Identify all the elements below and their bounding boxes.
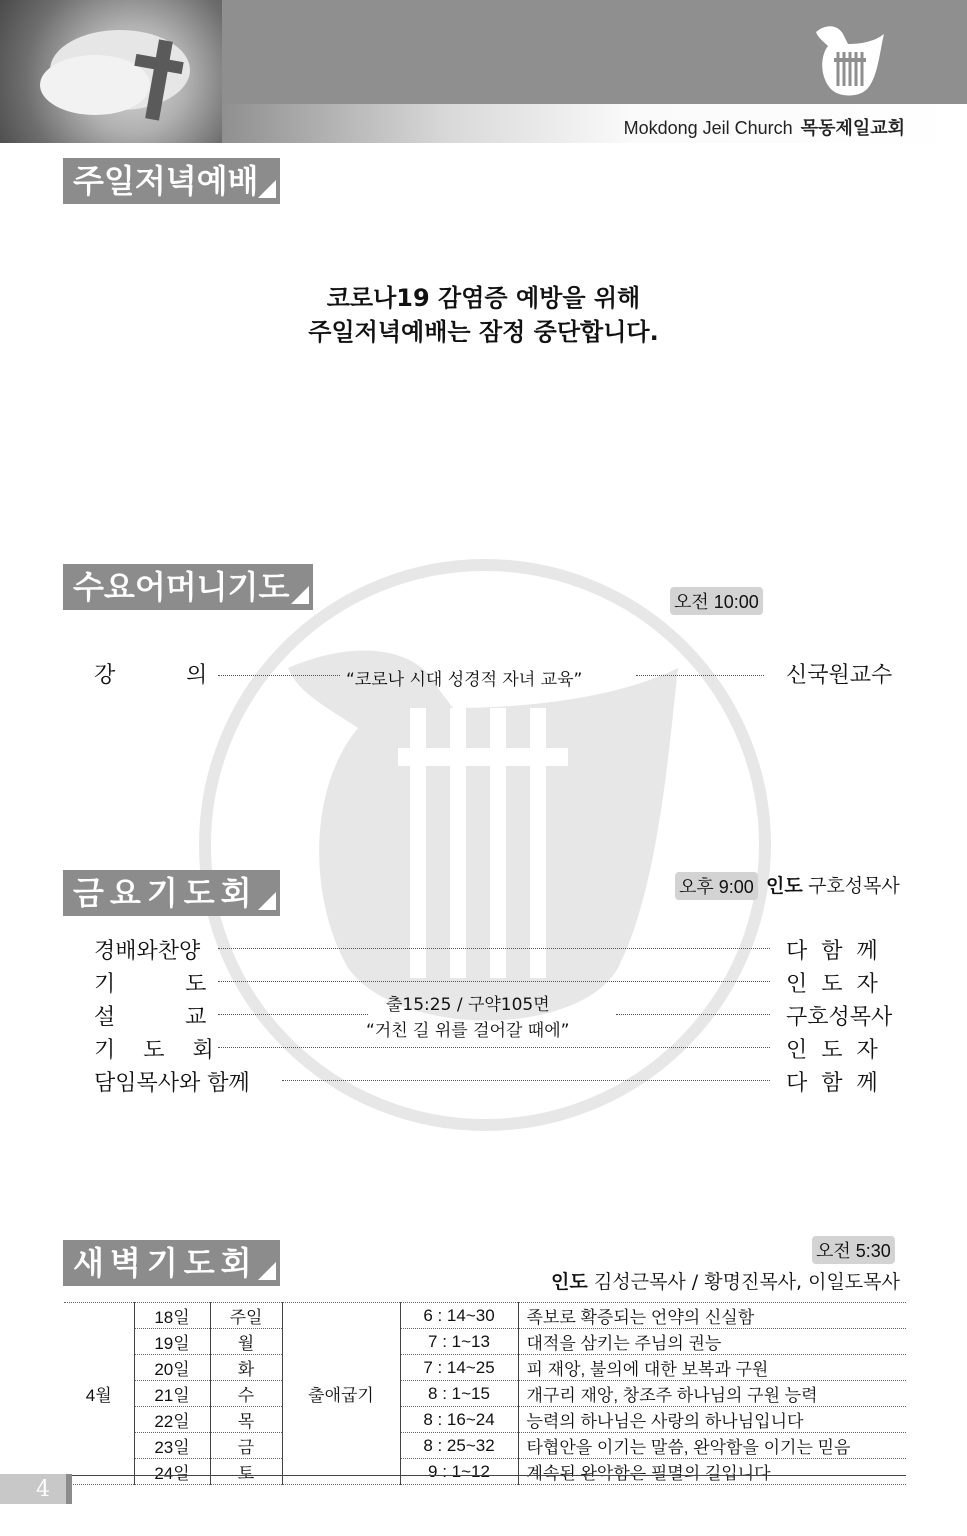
dawn-time: 오전 5:30 [812, 1236, 895, 1264]
table-row [64, 1459, 906, 1485]
notice-line-2: 주일저녁예배는 잠정 중단합니다. [308, 318, 659, 346]
date-cell: 22일 [134, 1407, 210, 1433]
section-title-text: 새벽기도회 [73, 1244, 258, 1282]
title-cell: 피 재앙, 불의에 대한 보복과 구원 [518, 1355, 906, 1381]
church-name [624, 114, 905, 140]
sermon-title: “거친 길 위를 걸어갈 때에” [366, 1021, 570, 1041]
ref-cell: 9 : 1~12 [400, 1459, 518, 1485]
page-number-tab [0, 1474, 70, 1504]
title-cell: 대적을 삼키는 주님의 권능 [518, 1329, 906, 1355]
watermark-logo-icon [198, 558, 772, 1132]
church-name-ko: 목동제일교회 [800, 118, 905, 138]
date-cell: 20일 [134, 1355, 210, 1381]
table-row [64, 1433, 906, 1459]
day-cell: 화 [210, 1355, 282, 1381]
friday-row-who: 인 도 자 [786, 1038, 878, 1063]
month-cell: 4월 [64, 1303, 134, 1485]
day-cell: 월 [210, 1329, 282, 1355]
table-row [64, 1355, 906, 1381]
lecture-label-2: 의 [186, 663, 208, 688]
book-cell: 출애굽기 [282, 1303, 400, 1485]
lecture-speaker: 신국원교수 [786, 663, 893, 688]
section-title-wednesday [63, 564, 313, 652]
day-cell: 주일 [210, 1303, 282, 1329]
table-row [64, 1329, 906, 1355]
church-name-en: Mokdong Jeil Church [623, 118, 793, 138]
friday-row-who: 인 도 자 [786, 972, 878, 997]
friday-row-label: 기 도 회 [94, 1038, 214, 1063]
sermon-reference: 출15:25 / 구약105면 [386, 995, 550, 1015]
day-cell: 금 [210, 1433, 282, 1459]
date-cell: 21일 [134, 1381, 210, 1407]
cross-icon [0, 0, 222, 143]
date-cell: 23일 [134, 1433, 210, 1459]
friday-time: 오후 9:00 [675, 872, 758, 900]
section-title-friday [63, 870, 280, 916]
dawn-leaders: 김성근목사 / 황명진목사, 이일도목사 [594, 1271, 900, 1293]
friday-row-label: 설 교 [94, 1005, 207, 1030]
friday-row-who: 다 함 께 [786, 939, 878, 964]
dawn-lead-label: 인도 [551, 1271, 588, 1293]
ref-cell: 6 : 14~30 [400, 1303, 518, 1329]
table-row [64, 1381, 906, 1407]
section-title-text: 주일저녁예배 [73, 162, 259, 200]
lecture-title: “코로나 시대 성경적 자녀 교육” [346, 670, 583, 690]
friday-row-who: 구호성목사 [786, 1005, 893, 1030]
page-number: 4 [36, 1477, 50, 1502]
day-cell: 수 [210, 1381, 282, 1407]
ref-cell: 8 : 16~24 [400, 1407, 518, 1433]
ref-cell: 7 : 14~25 [400, 1355, 518, 1381]
table-row [64, 1407, 906, 1433]
title-cell: 타협안을 이기는 말씀, 완악함을 이기는 믿음 [518, 1433, 906, 1459]
day-cell: 목 [210, 1407, 282, 1433]
ref-cell: 8 : 1~15 [400, 1381, 518, 1407]
corner-arrow-icon [258, 892, 276, 910]
corner-arrow-icon [291, 586, 309, 604]
friday-leader: 구호성목사 [808, 875, 900, 897]
section-title-text: 금요기도회 [73, 874, 258, 912]
section-title-text: 수요어머니기도회 [73, 568, 290, 652]
notice-line-1: 코로나19 감염증 예방을 위해 [326, 284, 641, 312]
ref-cell: 7 : 1~13 [400, 1329, 518, 1355]
title-cell: 족보로 확증되는 언약의 신실함 [518, 1303, 906, 1329]
dawn-schedule-table [64, 1302, 906, 1485]
friday-row-who: 다 함 께 [786, 1071, 878, 1096]
friday-lead-label: 인도 [766, 875, 803, 897]
corner-arrow-icon [258, 180, 276, 198]
section-title-sunday-evening [63, 158, 280, 204]
title-cell: 능력의 하나님은 사랑의 하나님입니다 [518, 1407, 906, 1433]
title-cell: 개구리 재앙, 창조주 하나님의 구원 능력 [518, 1381, 906, 1407]
day-cell: 토 [210, 1459, 282, 1485]
friday-row-label: 경배와찬양 [94, 939, 201, 964]
friday-row-label: 담임목사와 함께 [94, 1071, 250, 1096]
section-title-dawn [63, 1240, 280, 1286]
title-cell: 계속된 완악함은 필멸의 길입니다 [518, 1459, 906, 1485]
wednesday-time: 오전 10:00 [670, 587, 763, 615]
date-cell: 24일 [134, 1459, 210, 1485]
ref-cell: 8 : 25~32 [400, 1433, 518, 1459]
lecture-label-1: 강 [94, 663, 116, 688]
friday-row-label: 기 도 [94, 972, 207, 997]
table-row [64, 1303, 906, 1329]
date-cell: 18일 [134, 1303, 210, 1329]
page-header [0, 0, 967, 143]
lyre-dove-icon [808, 20, 890, 98]
date-cell: 19일 [134, 1329, 210, 1355]
praying-hands-photo [0, 0, 222, 143]
corner-arrow-icon [258, 1262, 276, 1280]
